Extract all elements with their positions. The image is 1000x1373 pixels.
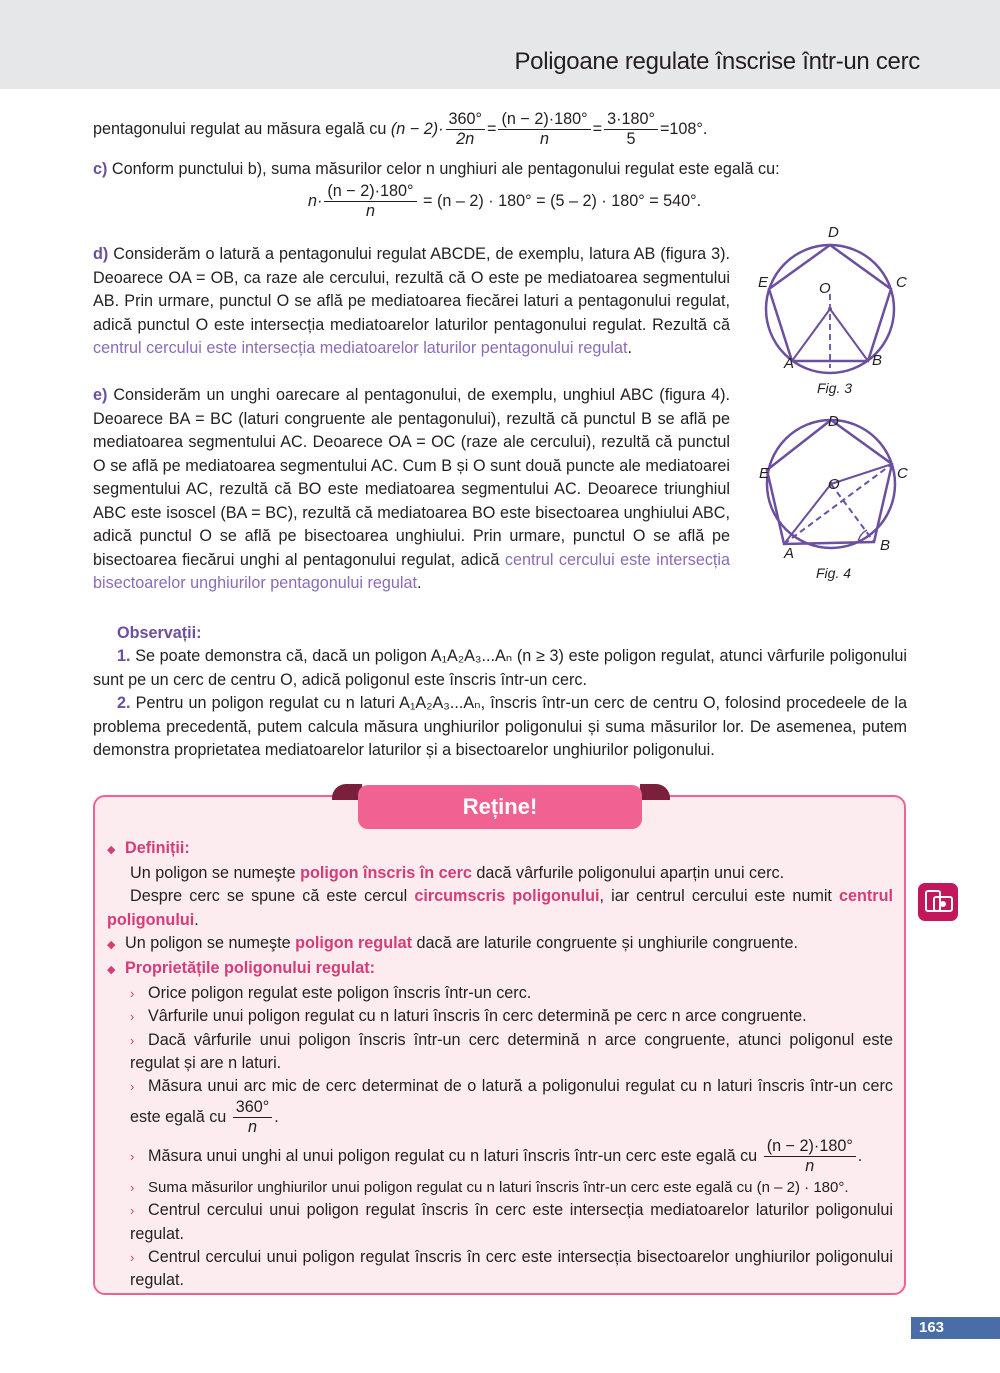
fraction: $\frac{360^\circ}{2n}$ [446,110,485,149]
retine-title: Reține! [358,785,642,829]
figure-4 [750,412,920,587]
property-3: › Dacă vârfurile unui poligon înscris într-un cerc determină n arce congruente, atunci poligonul este regulat și are n laturi. [130,1030,893,1072]
property-2: › Vârfurile unui poligon regulat cu n laturi înscris în cerc determină pe cerc n arce congruente. [130,1007,807,1026]
property-6: › Suma măsurilor unghiurilor unui poligon regulat cu n laturi înscris într-un cerc este egală cu (n – 2) · 180°. [130,1179,849,1197]
digital-resource-icon[interactable] [918,883,958,921]
vertex-label-o: O [819,280,831,297]
fraction: $\frac{(n - 2)\cdot 180^\circ}{n}$ [498,110,590,149]
page-title: Poligoane regulate înscrise într-un cerc [514,48,920,75]
vertex-label-b: B [880,537,891,554]
vertex-label-a: A [784,545,795,562]
property-8: › Centrul cercului unui poligon regulat înscris în cerc este intersecția bisectoarelor unghiurilor poligonului regulat. [130,1247,893,1290]
property-7: › Centrul cercului unui poligon regulat înscris în cerc este intersecția mediatoarelor laturilor poligonului regulat. [130,1201,893,1243]
item-c: c) Conform punctului b), suma măsurilor celor n unghiuri ale pentagonului regulat este egală cu: [93,160,780,178]
observatii-title: Observații: [117,624,202,642]
definition-regular: ◆ Un poligon se numeşte poligon regulat dacă are laturile congruente și unghiurile congruente. [107,933,799,952]
figure-3 [750,220,920,405]
property-5: › Măsura unui unghi al unui poligon regulat cu n laturi înscris într-un cerc este egală cu $\frac{(n - 2)\cdot 180^\circ}{n}$ . [130,1137,863,1176]
page-number: 163 [911,1317,1000,1339]
vertex-label-o: O [828,476,840,493]
observatie-2: 2. Pentru un poligon regulat cu n laturi A₁A₂A₃...Aₙ, înscris într-un cerc de centru O, folosind procedeele de la problema precedentă, putem calcula măsura unghiurilor poligonului și suma măsurilor lor. De asemenea, putem demonstra proprietatea mediatoarelor laturilor și a bisectoarelor unghiurilor poligonului. [93,694,908,759]
vertex-label-c: C [896,274,907,291]
properties-heading: ◆ Proprietățile poligonului regulat: [107,959,376,978]
definition-inscribed: Un poligon se numeşte poligon înscris în cerc dacă vârfurile poligonului aparțin unui cerc. [130,864,785,883]
fraction: $\frac{3\cdot 180^\circ}{5}$ [604,110,658,149]
retine-content [107,837,893,1292]
observatie-1: 1. Se poate demonstra că, dacă un poligon A₁A₂A₃...Aₙ (n ≥ 3) este poligon regulat, atunci vârfurile poligonului sunt pe un cerc de centru O, adică poligonul este înscris într-un cerc. [93,647,907,689]
item-c-formula: n· $\frac{(n - 2)\cdot 180^\circ}{n}$ = (n – 2) · 180° = (5 – 2) · 180° = 540°. [308,182,702,220]
definition-circumscribed: Despre cerc se spune că este cercul circumscris poligonului, iar centrul cercului este numit centrul poligonului. [107,887,893,929]
fraction: $\frac{360^\circ}{n}$ [233,1098,272,1137]
vertex-label-d: D [828,224,839,241]
fraction: $\frac{(n - 2)\cdot 180^\circ}{n}$ [324,182,416,221]
tab-ear-right [640,784,670,800]
figure-caption: Fig. 4 [816,565,852,581]
vertex-label-e: E [758,274,769,291]
property-1: › Orice poligon regulat este poligon înscris într-un cerc. [130,984,532,1003]
definitions-heading: ◆ Definiții: [107,839,190,857]
vertex-label-e: E [759,465,770,482]
vertex-label-b: B [872,352,883,369]
item-d: d) Considerăm o latură a pentagonului regulat ABCDE, de exemplu, latura AB (figura 3). Deoarece OA = OB, ca raze ale cercului, rezultă că O este pe mediatoarea segmentului AB. Prin urmare, punctul O se află pe mediatoarea fiecărei laturi a pentagonului regulat, adică punctul O este intersecția mediatoarelor laturilor pentagonului regulat. Rezultă că centrul cercului este intersecția mediatoarelor laturilor pentagonului regulat. [93,245,730,357]
vertex-label-d: D [828,413,839,430]
figure-caption: Fig. 3 [817,380,853,396]
vertex-label-a: A [784,355,795,372]
fraction: $\frac{(n - 2)\cdot 180^\circ}{n}$ [764,1137,856,1176]
pentagon-angle-formula: pentagonului regulat au măsura egală cu (n − 2)· $\frac{360^\circ}{2n}$ = $\frac{(n - 2)\cdot 180^\circ}{n}$ = $\frac{3\cdot 180^\circ}{5}$ =108°. [93,110,708,148]
property-4: › Măsura unui arc mic de cerc determinat de o latură a poligonului regulat cu n laturi înscris într-un cerc este egală cu $\frac{360^\circ}{n}$ . [130,1077,893,1137]
tablet-icon [918,883,958,921]
item-e: e) Considerăm un unghi oarecare al pentagonului, de exemplu, unghiul ABC (figura 4). Deoarece BA = BC (laturi congruente ale pentagonului), rezultă că punctul B se află pe mediatoarea segmentului AC. Deoarece OA = OC (raze ale cercului), rezultă că punctul O se află pe mediatoarea segmentului AC. Cum B și O sunt două puncte ale mediatoarei segmentului AC, rezultă că BO este mediatoarea segmentului AC. Deoarece triunghiul ABC este isoscel (BA = BC), rezultă că mediatoarea BO este bisectoarea unghiului ABC, adică punctul O se află pe bisectoarea unghiului. Prin urmare, punctul O se află pe bisectoarea fiecărui unghi al pentagonului regulat, adică centrul cercului este intersecția bisectoarelor unghiurilor pentagonului regulat. [93,386,731,592]
vertex-label-c: C [897,465,908,482]
